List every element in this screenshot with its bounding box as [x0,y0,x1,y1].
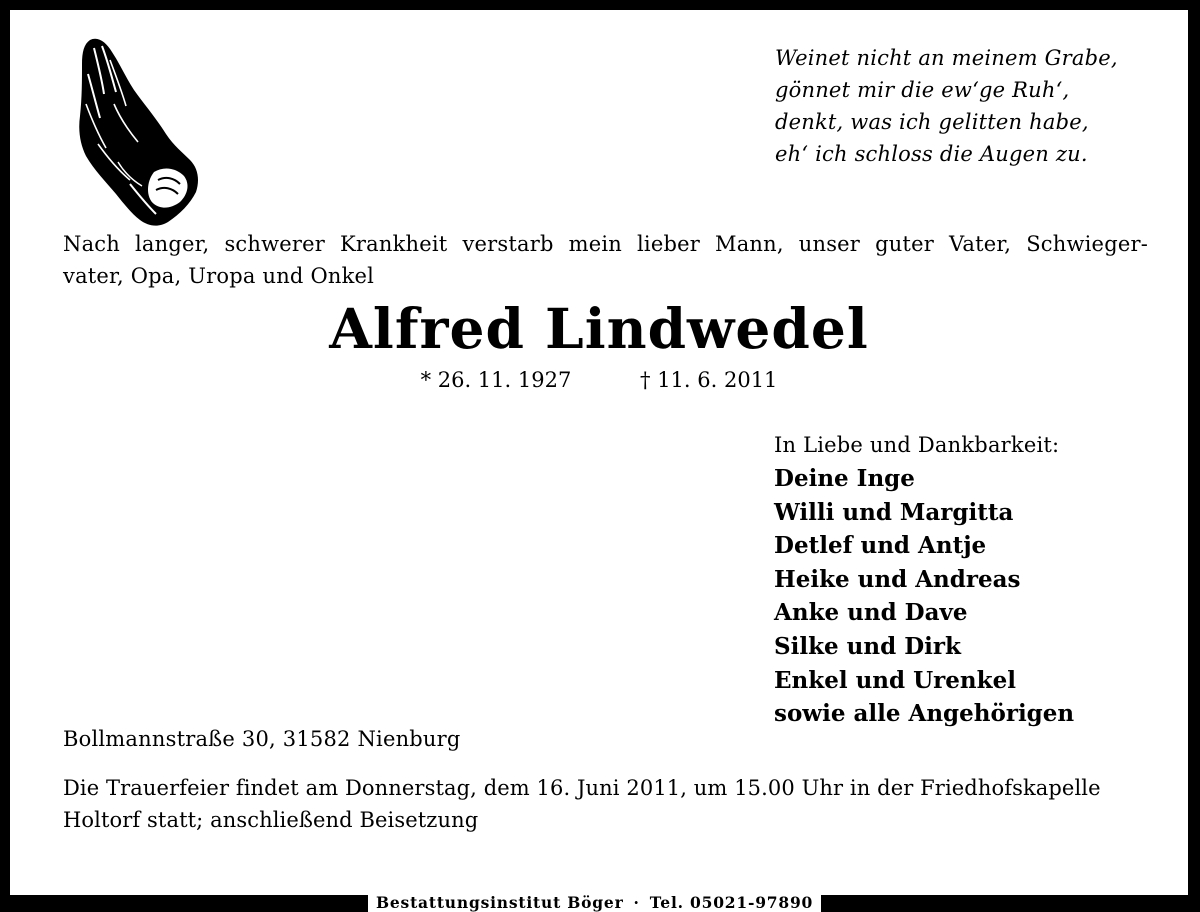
mourners-list [774,428,1074,731]
life-dates [10,365,1188,395]
death-announcement [63,228,1148,292]
deceased-name: Alfred Lindwedel [329,296,869,361]
funeral-line: Holtorf statt; anschließend Beisetzung [63,808,479,832]
mourner-name: Detlef und Antje [774,532,987,560]
undertaker-footer [368,894,821,912]
family-address: Bollmannstraße 30, 31582 Nienburg [63,727,461,751]
mourner-name: Heike und Andreas [774,565,1021,593]
death-date: † 11. 6. 2011 [640,368,778,392]
announcement-line: vater, Opa, Uropa und Onkel [63,264,375,288]
footer-separator: · [633,893,640,912]
poem-line: denkt, was ich gelitten habe, [775,110,1089,134]
mourners-lead: In Liebe und Dankbarkeit: [774,433,1060,457]
mourner-name: Deine Inge [774,465,915,492]
funeral-details [63,772,1148,836]
birth-date: * 26. 11. 1927 [420,368,572,392]
praying-hands-icon [68,34,202,230]
mourner-name: Anke und Dave [774,599,968,627]
funeral-line: Die Trauerfeier findet am Donnerstag, dem 16. Juni 2011, um 15.00 Uhr in der Friedhofskapelle [63,776,1101,800]
mourner-name: Willi und Margitta [774,498,1014,526]
poem-line: eh‘ ich schloss die Augen zu. [775,142,1088,166]
obituary-notice [10,10,1188,895]
mourner-name: Enkel und Urenkel [774,666,1016,694]
poem-line: Weinet nicht an meinem Grabe, [775,46,1118,70]
mourner-name: sowie alle Angehörigen [774,700,1075,728]
memorial-poem [775,42,1118,170]
undertaker-name: Bestattungsinstitut Böger [376,893,624,912]
undertaker-phone: Tel. 05021-97890 [649,893,814,912]
announcement-line: Nach langer, schwerer Krankheit verstarb mein lieber Mann, unser guter Vater, Schwieger- [63,232,1148,256]
poem-line: gönnet mir die ew‘ge Ruh‘, [775,78,1070,102]
mourner-name: Silke und Dirk [774,632,961,660]
